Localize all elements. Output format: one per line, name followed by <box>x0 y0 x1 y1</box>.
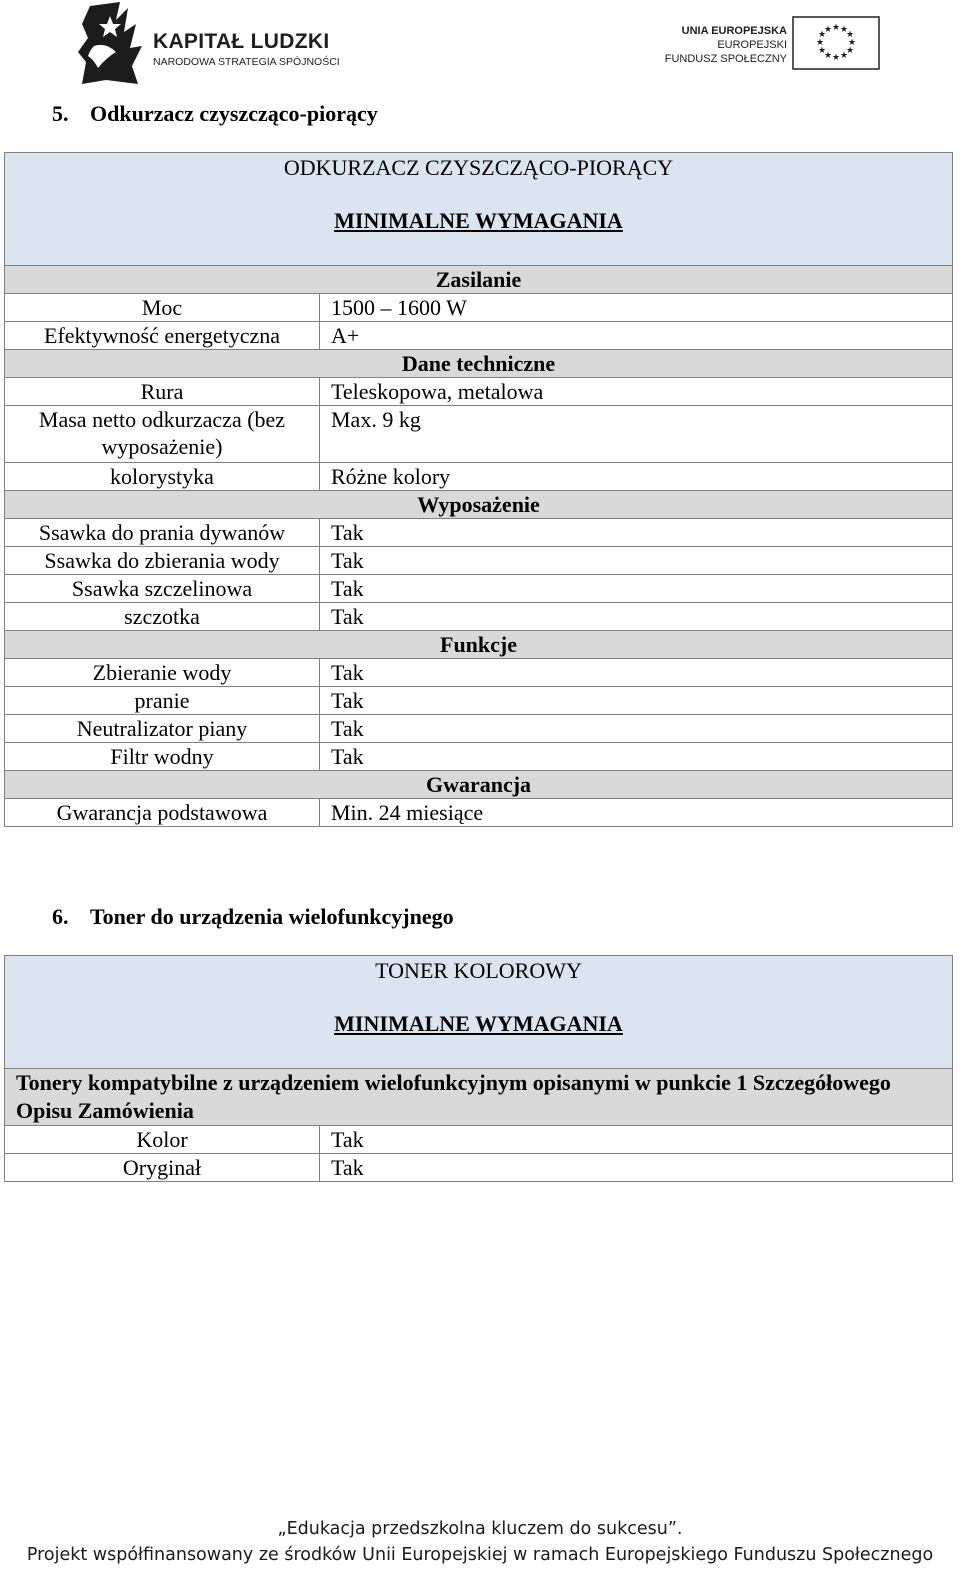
kapital-ludzki-subtitle: NARODOWA STRATEGIA SPÓJNOŚCI <box>153 56 340 68</box>
vacuum-table-title: ODKURZACZ CZYSZCZĄCO-PIORĄCY <box>283 155 674 180</box>
vacuum-table-subtitle: MINIMALNE WYMAGANIA <box>334 208 623 233</box>
svg-text:★: ★ <box>845 30 855 40</box>
toner-description-row: Tonery kompatybilne z urządzeniem wielofunkcyjnym opisanymi w punkcie 1 Szczegółowego Opisu Zamówienia <box>5 1069 953 1126</box>
toner-table-header <box>5 956 953 1069</box>
category-row-dane-techniczne: Dane techniczne <box>5 350 953 378</box>
table-row <box>5 294 953 322</box>
row-value: Tak <box>320 743 953 771</box>
section-6-heading <box>52 904 454 930</box>
row-label: Neutralizator piany <box>5 715 320 743</box>
row-value: Tak <box>320 575 953 603</box>
row-label: szczotka <box>5 603 320 631</box>
section-6-number: 6. <box>52 904 69 929</box>
row-value: Tak <box>320 603 953 631</box>
footer-slogan: „Edukacja przedszkolna kluczem do sukcesu”. <box>277 1519 683 1539</box>
svg-text:★: ★ <box>847 38 857 48</box>
table-row <box>5 799 953 827</box>
eu-logo-line3: FUNDUSZ SPOŁECZNY <box>664 53 787 65</box>
table-row <box>5 519 953 547</box>
row-value: Teleskopowa, metalowa <box>320 378 953 406</box>
row-label: Masa netto odkurzacza (bez wyposażenie) <box>5 406 320 463</box>
table-row <box>5 1154 953 1182</box>
toner-table-subtitle: MINIMALNE WYMAGANIA <box>334 1011 623 1036</box>
row-value: Różne kolory <box>320 463 953 491</box>
row-value: Tak <box>320 687 953 715</box>
row-label: Filtr wodny <box>5 743 320 771</box>
table-row <box>5 575 953 603</box>
section-5-number: 5. <box>52 101 69 126</box>
row-value: Tak <box>320 659 953 687</box>
row-label: Efektywność energetyczna <box>5 322 320 350</box>
row-label: Ssawka do zbierania wody <box>5 547 320 575</box>
table-row <box>5 659 953 687</box>
section-5-title: Odkurzacz czyszcząco-piorący <box>90 101 378 126</box>
svg-text:★: ★ <box>839 25 849 35</box>
table-row <box>5 687 953 715</box>
row-value: Tak <box>320 547 953 575</box>
category-row-zasilanie: Zasilanie <box>5 266 953 294</box>
footer-cofinancing-note: Projekt współfinansowany ze środków Unii Europejskiej w ramach Europejskiego Funduszu Społecznego <box>26 1545 934 1565</box>
table-row <box>5 547 953 575</box>
row-value: Tak <box>320 715 953 743</box>
svg-text:★: ★ <box>831 53 841 63</box>
row-label: Oryginał <box>5 1154 320 1182</box>
row-value: Min. 24 miesiące <box>320 799 953 827</box>
row-label: Zbieranie wody <box>5 659 320 687</box>
eu-logo-text <box>665 24 787 66</box>
kapital-ludzki-logo <box>76 2 356 86</box>
row-label: Moc <box>5 294 320 322</box>
svg-text:★: ★ <box>845 46 855 56</box>
row-value: Tak <box>320 519 953 547</box>
row-label: Rura <box>5 378 320 406</box>
eu-logo <box>640 14 880 74</box>
kapital-ludzki-emblem-icon <box>76 2 146 86</box>
kapital-ludzki-title: KAPITAŁ LUDZKI <box>153 30 330 53</box>
table-row <box>5 378 953 406</box>
svg-text:★: ★ <box>817 46 827 56</box>
row-label: Ssawka do prania dywanów <box>5 519 320 547</box>
svg-text:★: ★ <box>839 51 849 61</box>
category-row-funkcje: Funkcje <box>5 631 953 659</box>
table-row <box>5 322 953 350</box>
row-value: Max. 9 kg <box>320 406 953 463</box>
row-label: Gwarancja podstawowa <box>5 799 320 827</box>
category-row-gwarancja: Gwarancja <box>5 771 953 799</box>
vacuum-table-header <box>5 153 953 266</box>
table-row <box>5 1126 953 1154</box>
table-row <box>5 715 953 743</box>
svg-text:★: ★ <box>823 25 833 35</box>
table-row <box>5 743 953 771</box>
eu-flag-icon <box>792 16 880 70</box>
row-label: Ssawka szczelinowa <box>5 575 320 603</box>
eu-logo-line2: EUROPEJSKI <box>717 39 787 51</box>
row-label: kolorystyka <box>5 463 320 491</box>
svg-text:★: ★ <box>823 51 833 61</box>
row-value: Tak <box>320 1126 953 1154</box>
vacuum-spec-table <box>4 152 953 827</box>
row-value: A+ <box>320 322 953 350</box>
category-row-wyposazenie: Wyposażenie <box>5 491 953 519</box>
toner-table-title: TONER KOLOROWY <box>375 958 582 983</box>
row-label: Kolor <box>5 1126 320 1154</box>
row-value: Tak <box>320 1154 953 1182</box>
section-6-title: Toner do urządzenia wielofunkcyjnego <box>90 904 454 929</box>
svg-text:★: ★ <box>817 30 827 40</box>
svg-text:★: ★ <box>815 38 825 48</box>
table-row <box>5 406 953 463</box>
table-row <box>5 463 953 491</box>
row-value: 1500 – 1600 W <box>320 294 953 322</box>
section-5-heading <box>52 101 378 127</box>
row-label: pranie <box>5 687 320 715</box>
eu-logo-line1: UNIA EUROPEJSKA <box>681 25 787 37</box>
table-row <box>5 603 953 631</box>
svg-text:★: ★ <box>831 23 841 33</box>
toner-spec-table <box>4 955 953 1182</box>
